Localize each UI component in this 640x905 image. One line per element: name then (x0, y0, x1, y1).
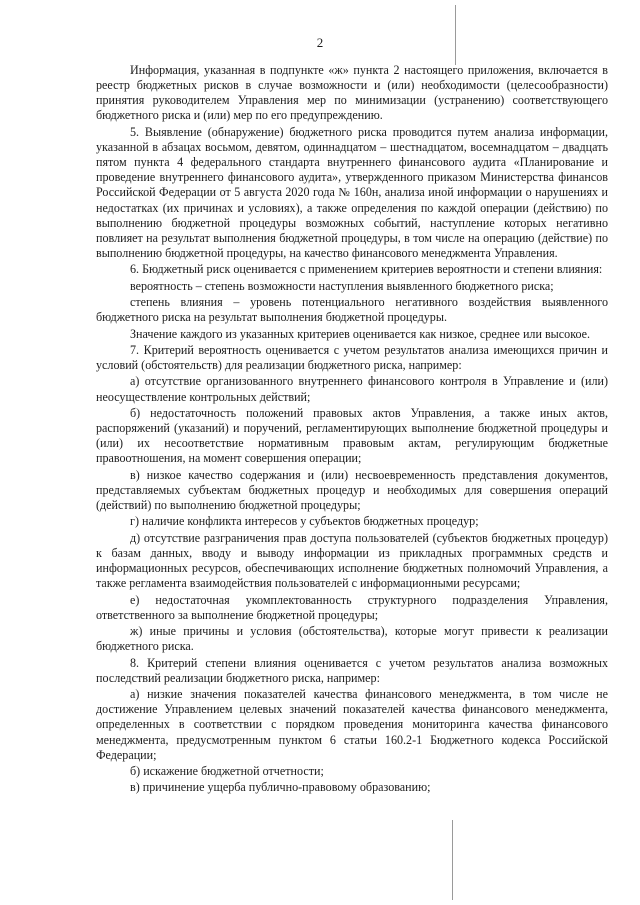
paragraph: в) низкое качество содержания и (или) несвоевременность представления документов, представляемых субъектам бюджетных процедур и необходимых для совершения операций (действий) по выполнению бюджетной процедуры; (96, 467, 608, 513)
document-body (96, 63, 608, 796)
paragraph: в) причинение ущерба публично-правовому образованию; (130, 780, 431, 795)
scan-artifact-line (452, 820, 453, 900)
paragraph: 8. Критерий степени влияния оценивается с учетом результатов анализа возможных последствий реализации бюджетного риска, например: (96, 655, 608, 685)
paragraph: вероятность – степень возможности наступления выявленного бюджетного риска; (130, 278, 554, 293)
paragraph: 7. Критерий вероятность оценивается с учетом результатов анализа имеющихся причин и условий (обстоятельств) для реализации бюджетного риска, например: (96, 342, 608, 373)
paragraph: ж) иные причины и условия (обстоятельства), которые могут привести к реализации бюджетного риска. (96, 624, 608, 654)
paragraph: г) наличие конфликта интересов у субъектов бюджетных процедур; (130, 514, 479, 529)
paragraph: а) низкие значения показателей качества финансового менеджмента, в том числе не достижение Управлением целевых значений показателей качества финансового менеджмента, определенных в соответствии с порядком проведения мониторинга качества финансового менеджмента, предусмотренным пунктом 6 статьи 160.2-1 Бюджетного кодекса Российской Федерации; (96, 687, 608, 762)
paragraph: е) недостаточная укомплектованность структурного подразделения Управления, ответственного за выполнение бюджетной процедуры; (96, 592, 608, 622)
paragraph: д) отсутствие разграничения прав доступа пользователей (субъектов бюджетных процедур) к базам данных, вводу и выводу информации из прикладных программных средств и информационных ресурсов, обеспечивающих исполнение бюджетных полномочий Управления, а также регламента взаимодействия пользователей с информационными ресурсами; (96, 530, 608, 591)
paragraph: Значение каждого из указанных критериев оценивается как низкое, среднее или высокое. (130, 326, 591, 341)
paragraph: б) недостаточность положений правовых актов Управления, а также иных актов, распоряжений (указаний) и поручений, регламентирующих выполнение бюджетной процедуры и (или) их несоответствие нормативным правовым актам, регулирующим бюджетные правоотношения, на момент совершения операции; (96, 405, 608, 466)
scan-artifact-line (455, 5, 456, 65)
paragraph: а) отсутствие организованного внутреннего финансового контроля в Управление и (или) неосуществление контрольных действий; (96, 374, 608, 404)
paragraph: б) искажение бюджетной отчетности; (130, 764, 324, 779)
paragraph: Информация, указанная в подпункте «ж» пункта 2 настоящего приложения, включается в реестр бюджетных рисков в случае возможности и (или) необходимости (целесообразности) принятия руководителем Управления мер по минимизации (устранению) соответствующего бюджетного риска и (или) мер по его предупреждению. (96, 63, 608, 123)
page-number: 2 (316, 35, 324, 50)
paragraph: 6. Бюджетный риск оценивается с применением критериев вероятности и степени влияния: (130, 262, 603, 277)
paragraph: 5. Выявление (обнаружение) бюджетного риска проводится путем анализа информации, указанной в абзацах восьмом, девятом, одиннадцатом – шестнадцатом, восемнадцатом – двадцать пятом пункта 4 федерального стандарта внутреннего финансового аудита «Планирование и проведение внутреннего финансового аудита», утвержденного приказом Министерства финансов Российской Федерации от 5 августа 2020 года № 160н, анализа иной информации о нарушениях и недостатках (их причинах и условиях), а также определения по каждой операции (действию) по выполнению бюджетной процедуры возможных событий, наступление которых негативно повлияет на результат выполнения бюджетной процедуры, в том числе на операцию (действие) по выполнению бюджетной процедуры, на качество финансового менеджмента Управления. (96, 124, 608, 261)
paragraph: степень влияния – уровень потенциального негативного воздействия выявленного бюджетного риска на результат выполнения бюджетной процедуры. (96, 295, 608, 325)
